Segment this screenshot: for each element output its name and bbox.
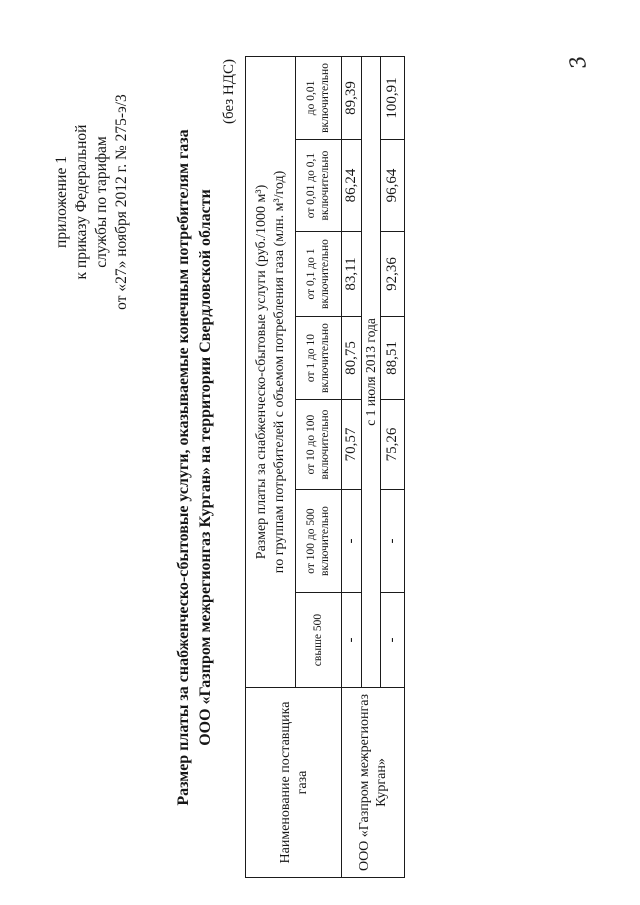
column-header-under-001: до 0,01 включительно [296,56,342,139]
appendix-line: к приказу Федеральной [73,124,90,280]
column-header-over-500: свыше 500 [296,593,342,688]
value-cell: 96,64 [381,140,405,232]
column-header-001-01: от 0,01 до 0,1 включительно [296,140,342,232]
tariff-table [245,56,405,878]
rate-span-header [246,56,296,687]
table-row [342,56,362,877]
document-title [173,57,217,878]
value-cell: - [381,593,405,688]
value-cell: 89,39 [342,56,362,139]
value-cell: - [342,490,362,593]
column-header-01-1: от 0,1 до 1 включительно [296,232,342,317]
rate-span-header-line2: по группам потребителей с объемом потребления газа (млн. м³/год) [271,170,287,574]
appendix-header [52,71,132,333]
column-header-1-10: от 1 до 10 включительно [296,317,342,400]
value-cell: 70,57 [342,400,362,490]
name-column-header: Наименование поставщика газа [246,688,342,878]
value-cell: 80,75 [342,317,362,400]
vat-note: (без НДС) [221,59,237,125]
period-label-cell: с 1 июля 2013 года [362,56,381,687]
supplier-name-cell: ООО «Газпром межрегионгаз Курган» [342,688,405,878]
value-cell: 92,36 [381,232,405,317]
appendix-line: приложение 1 [53,156,70,248]
document-title-line1: Размер платы за снабженческо-сбытовые услуги, оказываемые конечным потребителям газа [175,129,192,806]
value-cell: 100,91 [381,56,405,139]
value-cell: 86,24 [342,140,362,232]
document-title-line2: ООО «Газпром межрегионгаз Курган» на территории Свердловской области [197,189,214,746]
value-cell: - [381,490,405,593]
value-cell: 88,51 [381,317,405,400]
value-cell: 75,26 [381,400,405,490]
column-header-100-500: от 100 до 500 включительно [296,490,342,593]
appendix-line: службы по тарифам [93,136,110,268]
rate-span-header-line1: Размер платы за снабженческо-сбытовые услуги (руб./1000 м³) [253,184,269,560]
handwritten-page-number: 3 [564,53,592,72]
value-cell: 83,11 [342,232,362,317]
appendix-line: от «27» ноября 2012 г. № 275-э/3 [113,94,130,310]
value-cell: - [342,593,362,688]
column-header-10-100: от 10 до 100 включительно [296,400,342,490]
